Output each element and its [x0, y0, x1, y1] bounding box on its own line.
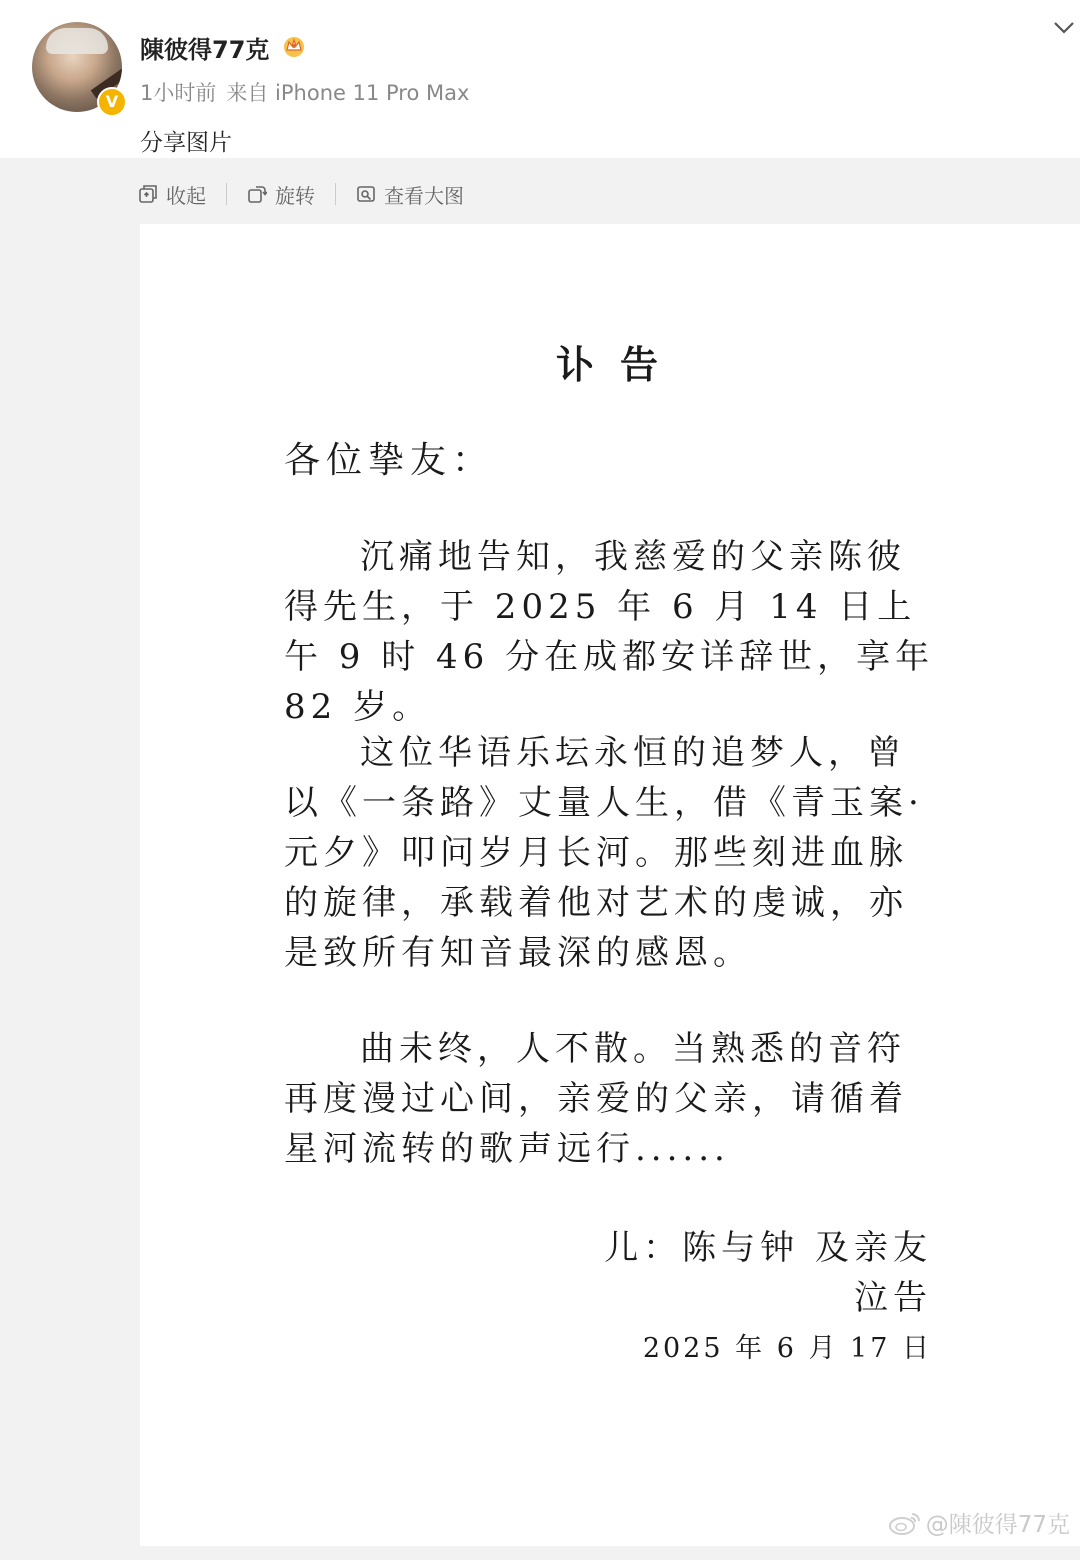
collapse-label: 收起	[166, 183, 206, 208]
post-header	[0, 0, 1080, 158]
rotate-icon	[247, 184, 267, 204]
document-paragraph-1: 沉痛地告知，我慈爱的父亲陈彼得先生，于 2025 年 6 月 14 日上午 9 时 46 分在成都安详辞世，享年 82 岁。	[284, 537, 935, 727]
rotate-label: 旋转	[275, 183, 315, 208]
collapse-icon	[138, 184, 158, 204]
watermark-text: @陳彼得77克	[925, 1512, 1070, 1538]
collapse-button[interactable]	[138, 180, 206, 209]
toolbar-divider	[226, 183, 227, 205]
document-greeting: 各位挚友：	[284, 440, 495, 481]
crown-icon[interactable]	[282, 34, 306, 58]
toolbar-divider	[335, 183, 336, 205]
document-date: 2025 年 6 月 17 日	[642, 1333, 932, 1364]
view-large-button[interactable]	[356, 180, 464, 209]
obituary-image[interactable]	[140, 224, 1080, 1546]
view-large-icon	[356, 184, 376, 204]
post-text: 分享图片	[140, 130, 232, 156]
post-time: 1小时前	[140, 81, 217, 105]
avatar-hair	[46, 28, 108, 54]
post-meta	[140, 77, 469, 107]
image-toolbar	[138, 178, 464, 210]
username[interactable]: 陳彼得77克	[140, 36, 270, 64]
verified-badge-icon: V	[97, 87, 127, 117]
document-signature-2: 泣告	[854, 1278, 932, 1318]
document-paragraph-3: 曲未终，人不散。当熟悉的音符再度漫过心间，亲爱的父亲，请循着星河流转的歌声远行......	[284, 1029, 908, 1169]
rotate-button[interactable]	[247, 180, 315, 209]
document-title: 讣告	[555, 342, 684, 387]
post-source: 来自 iPhone 11 Pro Max	[226, 81, 470, 105]
view-large-label: 查看大图	[384, 183, 464, 208]
chevron-down-icon[interactable]	[1052, 18, 1076, 38]
document-paragraph-2: 这位华语乐坛永恒的追梦人，曾以《一条路》丈量人生，借《青玉案·元夕》叩问岁月长河。那些刻进血脉的旋律，承载着他对艺术的虔诚，亦是致所有知音最深的感恩。	[284, 733, 924, 973]
watermark	[888, 1506, 1070, 1539]
weibo-logo-icon	[888, 1510, 922, 1536]
document-signature: 儿：陈与钟 及亲友	[604, 1228, 932, 1268]
